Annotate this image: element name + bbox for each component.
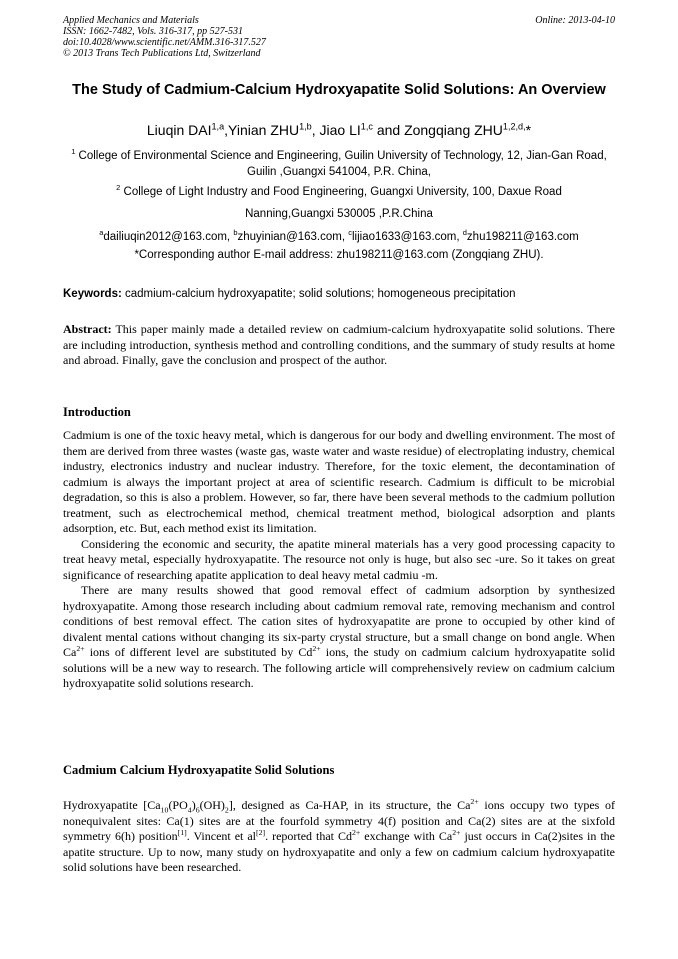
email-mark: b bbox=[233, 228, 238, 238]
affiliation-2-line2: Nanning,Guangxi 530005 ,P.R.China bbox=[245, 208, 433, 220]
abstract-label: Abstract: bbox=[63, 322, 112, 336]
keywords bbox=[63, 286, 615, 302]
section-heading-introduction: Introduction bbox=[63, 405, 131, 419]
text-run: ) bbox=[191, 798, 196, 812]
paragraph bbox=[63, 583, 615, 692]
keywords-text: cadmium-calcium hydroxyapatite; solid solutions; homogeneous precipitation bbox=[121, 288, 516, 300]
paragraph: Cadmium is one of the toxic heavy metal, which is dangerous for our body and dwelling environment. The most of them are derived from three wastes (waste gas, waste water and waste residue) of electroplating industry, chemical industry, electronics industry and nuclear industry. Therefore, for the toxic element, the decontamination of cadmium is always the important project at area of scientific research. Cadmium is difficult to be microbial degradation, so this is also a problem. However, so far, there have been several methods to the cadmium pollution treatment, such as electrochemical method, chemical treatment method, biological adsorption and plants adsorption, etc. But, each method exist its limitation. bbox=[63, 428, 615, 535]
text-run: ], designed as Ca-HAP, in its structure, the Ca bbox=[228, 798, 471, 812]
affiliation-2 bbox=[62, 184, 616, 200]
issn-line: ISSN: 1662-7482, Vols. 316-317, pp 527-531 bbox=[63, 26, 243, 37]
affiliation-mark: 1 bbox=[71, 147, 76, 157]
subscript: 10 bbox=[160, 805, 169, 815]
email-address: lijiao1633@163.com, bbox=[351, 231, 463, 243]
text-run: ions of different level are substituted by Cd bbox=[84, 645, 313, 659]
author-name: Zongqiang ZHU bbox=[404, 122, 503, 138]
affiliation-1 bbox=[62, 148, 616, 180]
citation: [2] bbox=[256, 828, 266, 837]
keywords-label: Keywords: bbox=[63, 288, 122, 300]
online-date: Online: 2013-04-10 bbox=[535, 15, 615, 26]
copyright-line: © 2013 Trans Tech Publications Ltd, Switzerland bbox=[63, 48, 261, 59]
superscript: 2+ bbox=[76, 644, 85, 653]
abstract-text: This paper mainly made a detailed review on cadmium-calcium hydroxyapatite solid solutions. There are including introduction, synthesis method and controlling conditions, and the summary of study results at home and abroad. Finally, gave the conclusion and prospect of the author. bbox=[63, 322, 615, 367]
text-run: . Vincent et al bbox=[186, 829, 256, 843]
author-superscript: 1,a bbox=[211, 121, 225, 132]
solid-solutions-body bbox=[63, 798, 615, 876]
author-name: Liuqin DAI bbox=[146, 122, 212, 138]
citation: [1] bbox=[177, 828, 187, 837]
abstract bbox=[63, 322, 615, 369]
author-superscript: 1,b bbox=[299, 121, 312, 132]
author-superscript: 1,c bbox=[360, 121, 373, 132]
affiliation-text: College of Environmental Science and Engineering, Guilin University of Technology, 12, Jian-Gan Road, Guilin ,Guangxi 541004, P.R. China, bbox=[78, 150, 607, 178]
section-heading-solid-solutions: Cadmium Calcium Hydroxyapatite Solid Solutions bbox=[63, 763, 335, 777]
author-list: Liuqin DAI$^{1,a}$,Yinian ZHU$^{1,b}$, Jiao LI$^{1,c}$ and Zongqiang $ZHU^{1,2,d,}*$ bbox=[146, 121, 532, 138]
text-run: (OH) bbox=[199, 798, 225, 812]
email-mark: a bbox=[99, 228, 104, 238]
introduction-body bbox=[63, 428, 615, 692]
superscript: 2+ bbox=[470, 797, 479, 806]
superscript: 2+ bbox=[312, 644, 321, 653]
text-run: Hydroxyapatite [Ca bbox=[63, 798, 161, 812]
text-run: just occurs in Ca(2)sites in the apatite structure. Up to now, many study on hydroxyapatite and only a few on cadmium calcium hydroxyapatite solid solutions have been researched. bbox=[63, 829, 615, 874]
affiliation-text: College of Light Industry and Food Engineering, Guangxi University, 100, Daxue Road bbox=[123, 186, 562, 198]
author-conjunction: and bbox=[376, 122, 401, 138]
email-mark: d bbox=[462, 228, 467, 238]
paragraph bbox=[63, 798, 615, 876]
journal-name: Applied Mechanics and Materials bbox=[63, 15, 199, 26]
affiliation-mark: 2 bbox=[116, 183, 121, 193]
corresponding-star: * bbox=[525, 122, 532, 138]
email-address: zhuyinian@163.com, bbox=[237, 231, 349, 243]
text-run: ions occupy two types of nonequivalent sites: Ca(1) sites are at the fourfold symmetry 4(f) position and Ca(2) sites are at the sixfold symmetry 6(h) position bbox=[63, 798, 616, 843]
paper-title: The Study of Cadmium-Calcium Hydroxyapatite Solid Solutions: An Overview bbox=[72, 82, 606, 98]
text-run: There are many results showed that good removal effect of cadmium adsorption by synthesized hydroxyapatite. Among those research including about cadmium removal rate, removing mechanism and control conditions of best removal effect. The cation sites of hydroxyapatite are prone to occupied by other kind of divalent mental cations without changing its six-party crystal structure, but a small change on bond angle. When Ca bbox=[63, 583, 615, 659]
paragraph: Considering the economic and security, the apatite mineral materials has a very good processing capacity to treat heavy metal, especially hydroxyapatite. The resource not only is huge, but also sec -ure. So it takes on great significance of researching apatite application to deal heavy metal cadmiu -m. bbox=[63, 536, 615, 582]
email-address: dailiuqin2012@163.com, bbox=[103, 231, 234, 243]
corresponding-author: *Corresponding author E-mail address: zhu198211@163.com (Zongqiang ZHU). bbox=[134, 249, 544, 261]
subscript: 2 bbox=[224, 805, 229, 815]
text-run: (PO bbox=[168, 798, 188, 812]
text-run: . reported that Cd bbox=[265, 829, 352, 843]
author-name: Yinian ZHU bbox=[228, 122, 300, 138]
journal-header bbox=[63, 15, 615, 59]
email-address: zhu198211@163.com bbox=[466, 231, 579, 243]
subscript: 4 bbox=[187, 805, 192, 815]
doi-line: doi:10.4028/www.scientific.net/AMM.316-317.527 bbox=[63, 37, 266, 48]
text-run: ions, the study on cadmium calcium hydroxyapatite solid solutions will be a new way to research. The following article will comprehensively review on cadmium calcium hydroxyapatite solid solutions research. bbox=[63, 645, 615, 690]
email-mark: c bbox=[348, 228, 352, 238]
text-run: exchange with Ca bbox=[360, 829, 453, 843]
author-name: Jiao LI bbox=[319, 122, 361, 138]
superscript: 2+ bbox=[352, 828, 361, 837]
author-superscript: 1,2,d, bbox=[502, 121, 526, 132]
subscript: 6 bbox=[195, 805, 200, 815]
email-line bbox=[62, 229, 616, 245]
superscript: 2+ bbox=[452, 828, 461, 837]
